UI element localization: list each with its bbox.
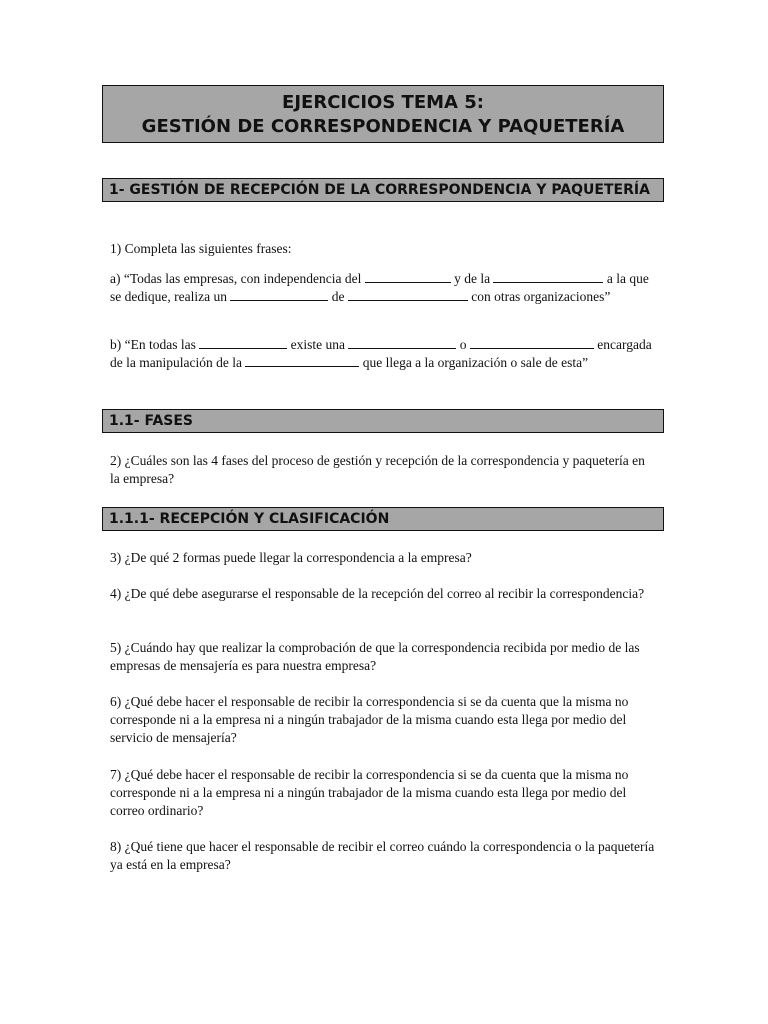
fill-blank[interactable] <box>348 336 456 349</box>
section-heading-1-1: 1.1- FASES <box>102 409 664 433</box>
question-8: 8) ¿Qué tiene que hacer el responsable de recibir el correo cuándo la correspondencia o la paquetería ya está en la empresa? <box>110 839 655 872</box>
question-5: 5) ¿Cuándo hay que realizar la comprobación de que la correspondencia recibida por medio de las empresas de mensajería es para nuestra empresa? <box>110 640 640 673</box>
fill-blank[interactable] <box>230 288 328 301</box>
section-heading-1: 1- GESTIÓN DE RECEPCIÓN DE LA CORRESPONDENCIA Y PAQUETERÍA <box>102 178 664 202</box>
title-line-1: EJERCICIOS TEMA 5: <box>282 92 484 113</box>
exercise-1-sentence-a: a) “Todas las empresas, con independencia del y de la a la que se dedique, realiza un de con otras organizaciones” <box>110 271 649 304</box>
fill-blank[interactable] <box>245 354 359 367</box>
question-3: 3) ¿De qué 2 formas puede llegar la correspondencia a la empresa? <box>110 550 472 565</box>
fill-blank[interactable] <box>199 336 287 349</box>
section-heading-1-1-1: 1.1.1- RECEPCIÓN Y CLASIFICACIÓN <box>102 507 664 531</box>
title-line-2: GESTIÓN DE CORRESPONDENCIA Y PAQUETERÍA <box>141 116 625 137</box>
exercise-1-prompt: 1) Completa las siguientes frases: <box>110 241 292 256</box>
question-4: 4) ¿De qué debe asegurarse el responsable de la recepción del correo al recibir la correspondencia? <box>110 586 645 601</box>
fill-blank[interactable] <box>365 270 451 283</box>
exercise-1-sentence-b: b) “En todas las existe una o encargada de la manipulación de la que llega a la organización o sale de esta” <box>110 337 652 370</box>
fill-blank[interactable] <box>348 288 468 301</box>
fill-blank[interactable] <box>493 270 603 283</box>
question-7: 7) ¿Qué debe hacer el responsable de recibir la correspondencia si se da cuenta que la misma no corresponde ni a la empresa ni a ningún trabajador de la misma cuando esta llega por medio del correo ordinario? <box>110 767 629 818</box>
question-2: 2) ¿Cuáles son las 4 fases del proceso de gestión y recepción de la correspondencia y paquetería en la empresa? <box>110 453 645 486</box>
fill-blank[interactable] <box>470 336 594 349</box>
question-6: 6) ¿Qué debe hacer el responsable de recibir la correspondencia si se da cuenta que la misma no corresponde ni a la empresa ni a ningún trabajador de la misma cuando esta llega por medio del servicio de mensajería? <box>110 694 629 745</box>
worksheet-title <box>102 85 664 143</box>
